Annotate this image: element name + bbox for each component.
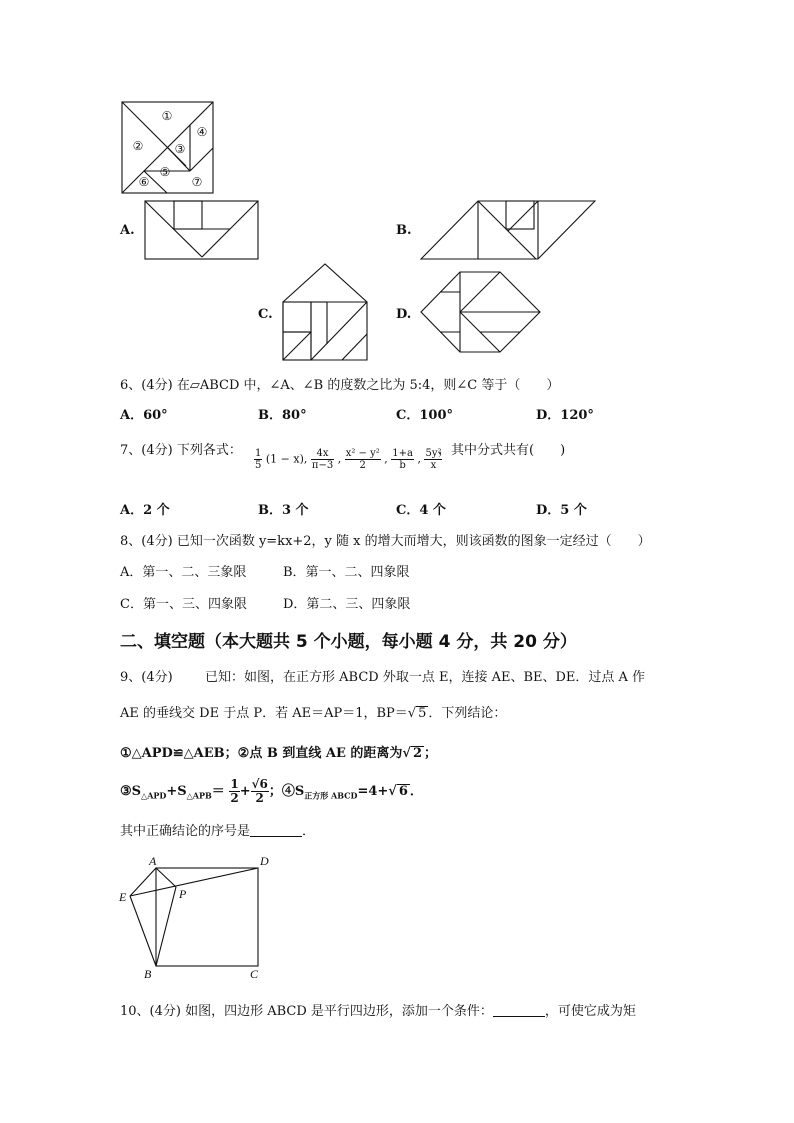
tangram-figure [120, 100, 216, 196]
fig-label-p: P [179, 887, 187, 901]
q7-option-b: B．3 个 [258, 503, 309, 518]
q9-line3-sqrt: 2 [412, 746, 422, 761]
piece-label-4: ④ [196, 125, 208, 139]
piece-label-7: ⑦ [191, 175, 203, 189]
piece-label-6: ⑥ [138, 175, 150, 189]
q9-l4-sub1: △APD [141, 790, 167, 801]
q8-option-d: D．第二、三、四象限 [283, 597, 411, 612]
q9-l4-sub2: △APB [186, 790, 212, 801]
q9-frac1 [229, 778, 239, 805]
expr1-num: 1 [255, 448, 262, 459]
fig-label-d: D [260, 854, 269, 868]
q5-option-c-label: C. [258, 307, 273, 322]
q10-text-b: ，可使它成为矩 [544, 1004, 636, 1019]
piece-label-2: ② [132, 139, 144, 153]
q9-l4-sqrt: 6 [398, 784, 408, 799]
q8-option-c: C．第一、三、四象限 [120, 597, 247, 612]
sqrt-symbol: √ [402, 746, 411, 761]
q7-option-c: C．4 个 [396, 503, 446, 518]
q9-frac1-num: 1 [230, 777, 239, 791]
q7-option-a: A．2 个 [120, 503, 170, 518]
expr3-num: x² − y² [345, 448, 380, 459]
sqrt-symbol: √ [407, 706, 417, 721]
question-9-line5 [120, 820, 315, 839]
q6-option-b: B．80° [258, 408, 307, 423]
question-7-suffix: ，其中分式共有( ) [438, 443, 566, 458]
question-8-text: 8、(4分) 已知一次函数 y=kx+2，y 随 x 的增大而增大，则该函数的图象一定经过（ ） [120, 534, 651, 549]
answer-blank[interactable] [493, 1004, 545, 1017]
q9-line3-b: ； [424, 746, 438, 761]
expr2-num: 4x [311, 448, 334, 460]
expr5-den: x [430, 460, 437, 471]
q5-option-a-figure [144, 199, 260, 261]
section-2-heading: 二、填空题（本大题共 5 个小题，每小题 4 分，共 20 分） [120, 632, 577, 652]
expr1-den: 5 [255, 460, 262, 471]
answer-blank[interactable] [250, 824, 302, 837]
q5-option-d-figure [420, 270, 542, 354]
q9-geometry-figure [118, 850, 278, 982]
fig-label-b: B [144, 967, 152, 981]
q9-l4-c: ＝ [211, 784, 225, 799]
question-9-line2 [120, 702, 506, 721]
q9-l4-e: =4+ [357, 784, 389, 799]
q5-option-c-figure [282, 262, 368, 362]
question-9-line1: 已知：如图，在正方形 ABCD 外取一点 E，连接 AE、BE、DE．过点 A 作 [205, 670, 646, 685]
q8-option-a: A．第一、二、三象限 [120, 565, 247, 580]
question-9-line4 [120, 778, 423, 805]
q6-option-d: D．120° [536, 408, 594, 423]
q9-frac2-num: √6 [251, 777, 268, 791]
piece-label-5: ⑤ [159, 165, 171, 179]
q5-option-d-label: D. [396, 307, 412, 322]
q10-text-a: 10、(4分) 如图，四边形 ABCD 是平行四边形，添加一个条件： [120, 1004, 493, 1019]
question-9-line3 [120, 742, 437, 761]
expr4-num: 1+a [392, 448, 413, 459]
fig-label-e: E [119, 890, 127, 904]
question-9-number: 9、(4分) [120, 670, 173, 685]
q6-option-a: A．60° [120, 408, 168, 423]
q9-l4-a: ③S [120, 784, 142, 799]
question-7-expressions: $\frac{1}{5}$ (1 − x), $\frac{4x}{\pi-3}$ , $\frac{\text{x² − y²}}{2}$ , $\frac{1+a}{b}$ , $\frac{\text{5y²}}{x}$ [255, 448, 442, 471]
q9-line5-text: 其中正确结论的序号是 [120, 824, 251, 839]
piece-label-3: ③ [174, 142, 186, 156]
q9-line2-a: AE 的垂线交 DE 于点 P．若 AE＝AP＝1，BP＝ [120, 706, 408, 721]
q9-l4-sub3: 正方形 ABCD [304, 790, 358, 801]
q6-option-c: C．100° [396, 408, 453, 423]
expr3-den: 2 [359, 460, 366, 471]
q9-frac2-den: 2 [255, 791, 264, 805]
sqrt-symbol: √ [388, 784, 397, 799]
expr1-tail: (1 − x), [265, 452, 308, 466]
q9-l4-b: +S [166, 784, 187, 799]
q9-line3-a: ①△APD≌△AEB；②点 B 到直线 AE 的距离为 [120, 746, 403, 761]
expr2-den: π−3 [311, 460, 334, 471]
expr3-frac [345, 448, 381, 471]
q9-l4-d: ；④S [268, 784, 305, 799]
expr2-frac [311, 448, 334, 471]
question-6-text: 6、(4分) 在▱ABCD 中，∠A、∠B 的度数之比为 5:4，则∠C 等于（ ） [120, 378, 560, 393]
question-10-text [120, 1000, 636, 1019]
q9-frac2 [251, 778, 269, 805]
expr4-den: b [399, 460, 406, 471]
expr4-frac [391, 448, 414, 471]
piece-label-1: ① [161, 109, 173, 123]
q5-option-a-label: A. [120, 223, 135, 238]
q9-line2-sqrt: 5 [418, 706, 427, 721]
q5-option-b-figure [420, 199, 596, 261]
fig-label-a: A [149, 854, 157, 868]
q9-frac1-den: 2 [230, 791, 239, 805]
q5-option-b-label: B. [396, 223, 412, 238]
q9-l4-f: ． [409, 784, 423, 799]
q9-l4-plus: + [239, 784, 251, 799]
q7-option-d: D．5 个 [536, 503, 587, 518]
question-7-prefix: 7、(4分) 下列各式： [120, 443, 242, 458]
q8-option-b: B．第一、二、四象限 [283, 565, 410, 580]
expr5-num: 5y² [425, 448, 442, 459]
q9-line2-b: ．下列结论： [428, 706, 507, 721]
expr1-frac [254, 448, 262, 471]
q9-line5-end: ． [302, 824, 316, 839]
fig-label-c: C [250, 967, 259, 981]
